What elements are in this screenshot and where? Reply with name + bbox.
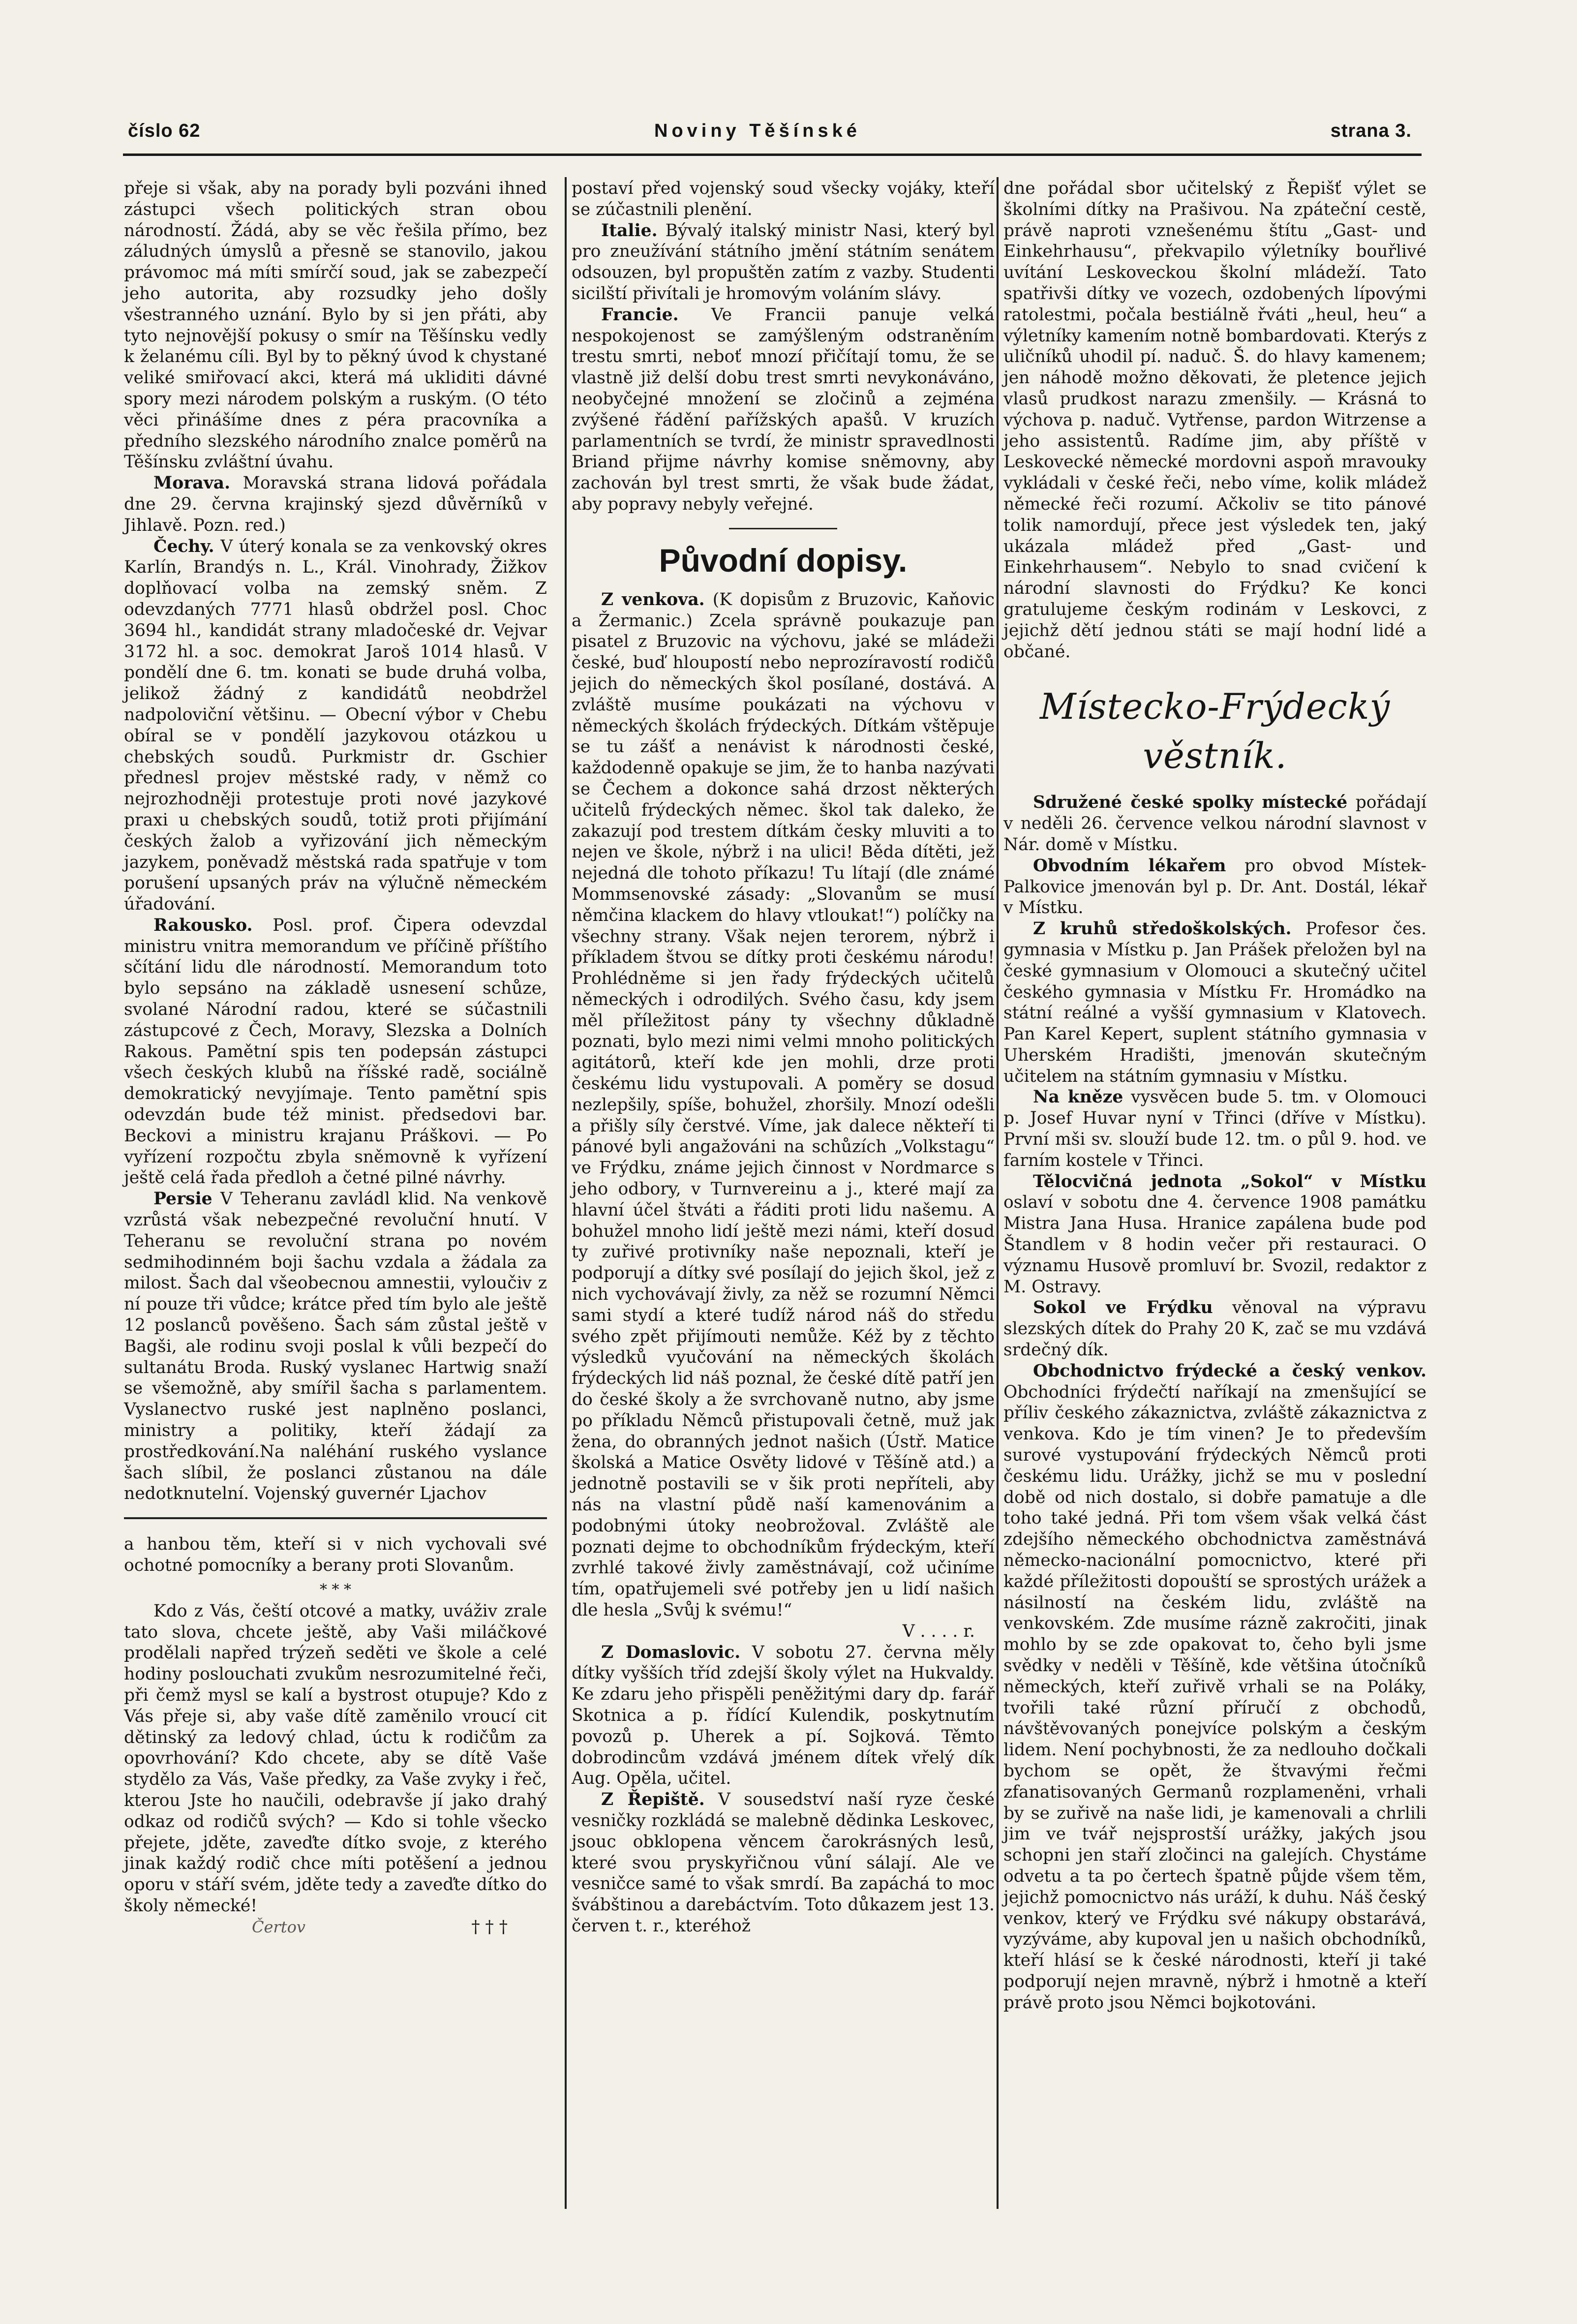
item-lead: Persie xyxy=(153,1189,212,1209)
item-text: V sobotu 27. června měly dítky vyšších tříd zdejší školy výlet na Hukvaldy. Ke zdaru jeho přispěli peněžitými dary dp. farář Skotnica a p. řídící Kulendik, poskytnutím povozů p. Uherek a pí. Sojková. Těmto dobrodincům vzdává jménem dítek vřelý dík Aug. Opěla, učitel. xyxy=(572,1642,995,1789)
letter-repiste xyxy=(572,1789,995,1937)
letter-signature: V . . . . r. xyxy=(902,1621,975,1641)
item-lead: Z Domaslovic. xyxy=(601,1642,741,1662)
item-text: Bývalý italský ministr Nasi, který byl pro zneužívání státního jmění státním senátem odsouzen, byl propuštěn zatím z vazby. Studenti sicilští přivítali je hromovým voláním slávy. xyxy=(572,220,995,304)
item-lead: Čechy. xyxy=(153,536,214,556)
issue-number: číslo 62 xyxy=(128,121,201,141)
crosses: † † † xyxy=(471,1917,508,1937)
handwritten-note: Čertov xyxy=(252,1917,305,1936)
item-lead: Na kněze xyxy=(1033,1087,1123,1107)
item-lead: Rakousko. xyxy=(153,915,253,935)
item-lead: Morava. xyxy=(153,473,231,493)
item-text: Moravská strana lidová pořádala dne 29. června krajinský sjezd důvěrníků v Jihlavě. Pozn. red.) xyxy=(124,473,547,535)
item-text: Profesor čes. gymnasia v Místku p. Jan Prášek přeložen byl na české gymnasium v Olomouci a skutečný učitel českého gymnasia v Místku Fr. Hromádko na státní reálné a vyšší gymnasium v Klatovech. Pan Karel Kepert, suplent státního gymnasia v Uherském Hradišti, jmenován skutečným učitelem na státním gymnasiu v Místku. xyxy=(1003,919,1426,1086)
item-text: Obchodníci frýdečtí naříkají na zmenšující se příliv českého zákaznictva, zvláště zákaznictva z venkova. Kdo je tím vinen? Je to především surové vystupování frýdeckých Němců proti českému lidu. Urážky, jichž se mu v poslední době od nich dostalo, si dobře pamatuje a dle toho také jedná. Při tom všem však velká část zdejšího německého obchodnictva zaměstnává německo-nacionální pomocnictvo, které při každé příležitosti dopouští se sprostých urážek a násilností na českém lidu, zvláště na venkovském. Zde musíme rázně zakročiti, jinak mohlo by se zde opakovat to, čeho byli jsme svědky v neděli v Těšíně, kde většina útočníků německých, kteří zuřivě vrhali se na Poláky, tvořili také různí příručí z obchodů, návštěvovaných ponejvíce polským a českým lidem. Není pochybnosti, že za nedlouho dočkali bychom se opět, že štvavými řečmi zfanatisovaných Germanů rozplameněni, vrhali by se zuřivě na naše lidi, je kamenovali a chrlili jim ve tvář nejsprostší urážky, jakých jsou schopni jen staří zločinci na galejích. Chystáme odvetu a ta po čertech špatně půjde všem těm, jejichž pomocnictvo nás uráží, k duhu. Náš český venkov, který ve Frýdku své nákupy obstarává, vyzýváme, aby kupoval jen u našich obchodníků, kteří hlásí se k české národnosti, kteří ji také podporují nejen mravně, nýbrž i hmotně a kteří právě proto jsou Němci bojkotováni. xyxy=(1003,1382,1426,2013)
item-lead: Z kruhů středoškolských. xyxy=(1033,919,1292,939)
closing-line xyxy=(124,1917,547,1938)
news-item-francie xyxy=(572,305,995,515)
item-text: oslaví v sobotu dne 4. července 1908 památku Mistra Jana Husa. Hranice zapálena bude pod Štandlem v 8 hodin večer při restauraci. O významu Husově promluví br. Svozil, redaktor z M. Ostravy. xyxy=(1003,1193,1426,1297)
news-item-morava xyxy=(124,473,547,536)
item-lead: Tělocvičná jednota „Sokol“ v Místku xyxy=(1033,1171,1426,1192)
article-continuation: a hanbou těm, kteří si v nich vychovali své ochotné pomocníky a berany proti Slovanům. xyxy=(124,1534,547,1575)
item-lead: Obchodnictvo frýdecké a český venkov. xyxy=(1033,1361,1426,1381)
page-header xyxy=(123,121,1412,150)
notice-1 xyxy=(1003,792,1426,855)
newspaper-title: Noviny Těšínské xyxy=(654,121,861,141)
item-text: vysvěcen bude 5. tm. v Olomouci p. Josef Huvar nyní v Třinci (dříve v Místku). První mši sv. slouží bude 12. tm. o půl 9. hod. ve farním kostele v Třinci. xyxy=(1003,1087,1426,1170)
item-text: (K dopisům z Bruzovic, Kaňovic a Žermanic.) Zcela správně poukazuje pan pisatel z Bruzovic na výchovu, jaké se mládeži české, buď hloupostí nebo neprozíravostí rodičů jejich do německých škol posílané, dostává. A zvláště musíme poukázati na výchovu v německých školách frýdeckých. Dítkám vštěpuje se tu zášť a nenávist k národnosti české, každodenně opakuje se jim, že to hanba nazývati se Čechem a dokonce sahá drzost některých učitelů frýdeckých němec. škol tak daleko, že zakazují pod trestem dítkám česky mluviti a to nejen ve škole, nýbrž i na ulici! Běda dítěti, jež nejedná dle tohoto příkazu! Tu lítají (dle známé Mommsenovské zásady: „Slovanům se musí němčina klackem do hlavy vtloukat!“) políčky na všechny strany. Však nejen terorem, nýbrž i příkladem štvou se dítky proti českému národu! Prohlédněme si jen řady frýdeckých učitelů německých i odrodilých. Svého času, kdy jsem měl příležitost pány ty všechny důkladně poznati, bylo mezi nimi velmi mnoho politických agitátorů, kteří kde jen mohli, drze proti českému lidu vystupovali. A poměry se dosud nezlepšily, spíše, bohužel, zhoršily. Mnozí odešli a přišly síly čerstvé. Víme, jak dalece někteří ti pánové byli angažováni na schůzích „Volkstagu“ ve Frýdku, známe jejich činnost v Nordmarce s jeho odbory, v Turnvereinu a j., které mají za hlavní účel štváti a řáditi proti lidu našemu. A bohužel mnoho lidí ještě mezi námi, kteří dosud ty zuřivé protivníky naše nepoznali, kteří je podporují a dítky své posílají do jejich škol, jež z nich vychovávají živly, za něž se rozumní Němci sami stydí a které tudíž národ náš do středu svého zpět přijímouti nemůže. Kéž by z těchto výsledků vyučování na německých školách frýdeckých lid náš poznal, že české dítě patří jen do české školy a že svrchovaně nutno, aby jsme po příkladu Němců přistupovali četně, muž jak žena, do obranných jednot našich (Ústř. Matice školská a Matice Osvěty lidové v Těšíně atd.) a jednotně postavili se v šik proti nepříteli, aby nás na vlastní půdě naší kamenovánim a podobnými útoky neobrožoval. Zvláště ale poznati dejme to obchodníkům frýdeckým, kteří zvrhlé takové živly zaměstnávají, což učiníme tím, opatřujemeli své potřeby jen u lidí našich dle hesla „Svůj k svému!“ xyxy=(572,589,995,1620)
section-divider xyxy=(124,1517,547,1522)
column-divider-1 xyxy=(565,177,567,2209)
letter-venkova xyxy=(572,589,995,1621)
item-lead: Francie. xyxy=(601,305,679,325)
item-text: V sousedství naší ryze české vesničky rozkládá se malebně dědinka Leskovec, jsouc obklopena věncem čarokrásných lesů, které svou pryskyřičnou vůní sálají. Ale ve vesničce samé to však smrdí. Ba zapáchá to moc švábštinou a darebáctvím. Toto důkazem jest 13. červen t. r., kteréhož xyxy=(572,1790,995,1936)
short-divider xyxy=(729,528,837,529)
section-title-script: Místecko-Frýdecký věstník. xyxy=(1039,686,1391,777)
news-item-italie xyxy=(572,220,995,305)
column-2 xyxy=(572,178,995,1937)
item-lead: Z venkova. xyxy=(601,589,705,610)
notice-5 xyxy=(1003,1171,1426,1298)
letter-domaslovic xyxy=(572,1642,995,1790)
item-lead: Sokol ve Frýdku xyxy=(1033,1298,1213,1318)
item-text: věnoval na výpravu slezských dítek do Prahy 20 K, zač se mu vzdává srdečný dík. xyxy=(1003,1298,1426,1360)
item-text: pro obvod Místek-Palkovice jmenován byl p. Dr. Ant. Dostál, lékař v Místku. xyxy=(1003,856,1426,918)
item-lead: Italie. xyxy=(601,220,658,241)
article-text: postaví před vojenský soud všecky vojáky, kteří se zúčastnili plenění. xyxy=(572,179,995,219)
column-3 xyxy=(1003,178,1426,2014)
news-item-rakousko xyxy=(124,915,547,1189)
notice-4 xyxy=(1003,1087,1426,1171)
article-text-final: Kdo z Vás, čeští otcové a matky, uváživ zrale tato slova, chcete ještě, aby Vaši miláčkové prodělali napřed trýzeň seděti ve škole a celé hodiny poslouchati zvukům nesrozumitelné řeči, při čemž mysl se kalí a bystrost otupuje? Kdo z Vás přeje si, aby vaše dítě zaměnilo vroucí cit dětinský za ledový chlad, úctu k rodičům za opovrhování? Kdo chcete, aby se dítě Vaše stydělo za Vás, Vaše předky, za Vaše zvyky i řeč, kterou Jste ho naučili, odebravše jí jako drahý odkaz od rodičů svých? — Kdo si tohle všecko přejete, jděte, zaveďte dítko svoje, z kterého jinak každý rodič chce míti potěšení a jednou oporu v stáří svém, jděte tedy a zaveďte dítko do školy německé! xyxy=(124,1601,547,1916)
article-text: dne pořádal sbor učitelský z Řepišť výlet se školními dítky na Prašivou. Na zpáteční cestě, právě naproti vznešenému štítu „Gast- und Einkehrhausu“, překvapilo výletníky bouřlivé uvítání Leskoveckou školní mládeží. Tato spatřivši dítky ve vozech, ozdobených lípovými ratolestmi, počala bestiálně řváti „heul, heu“ a výletníky kamením notně bombardovati. Kterýs z uličníků uhodil pí. naduč. Š. do hlavy kamenem; jen náhodě možno děkovati, že pletence jejich vlasů prudkost narazu zmenšily. — Krásná to výchova p. naduč. Vytřense, pardon Witrzense a jeho assistentů. Radíme jim, aby příště v Leskovecké německé mordovni aspoň mravouky vykládali v české řeči, nebo víme, kolik mládež německé řeči rozumí. Ačkoliv se tito pánové tolik namordují, přece jest výsledek ten, jaký ukázala mládež před „Gast- und Einkehrhausem“. Nebylo to snad cvičení k národní slavnosti do Frýdku? Ke konci gratulujeme českým rodinám v Leskovci, z jejichž dětí jednou státi se mají hodní lidé a občané. xyxy=(1003,179,1426,662)
column-divider-2 xyxy=(997,177,999,2209)
item-text: Posl. prof. Čipera odevzdal ministru vnitra memorandum ve příčině příštího sčítání lidu dle národností. Memorandum toto bylo sepsáno na základě usnesení schůze, svolané Národní radou, které se súčastnili zástupcové z Čech, Moravy, Slezska a Dolních Rakous. Pamětní spis ten podepsán zástupci všech českých klubů na říšské radě, sociálně demokratický nevyjímaje. Tento pamětní spis odevzdán bude též minist. předsedovi bar. Beckovi a ministru krajanu Práškovi. — Po vyřízení rozpočtu zbyla sněmovně k vyřízení ještě celá řada předloh a četné pilné návrhy. xyxy=(124,915,547,1188)
item-lead: Obvodním lékařem xyxy=(1033,856,1226,876)
item-text: V úterý konala se za venkovský okres Karlín, Brandýs n. L., Král. Vinohrady, Žižkov doplňovací volba na zemský sněm. Z odevzdaných 7771 hlasů obdržel posl. Choc 3694 hl., kandidát strany mladočeské dr. Vejvar 3172 hl. a soc. demokrat Jaroš 1014 hlasů. V pondělí dne 6. tm. konati se bude druhá volba, jelikož žádný z kandidátů neobdržel nadpoloviční většinu. — Obecní výbor v Chebu obíral se v pondělí jazykovou otázkou u chebských soudů. Purkmistr dr. Gschier přednesl projev městské rady, v němž co nejrozhodněji protestuje proti nové jazykové praxi u chebských soudů, totiž proti přijímání českých žalob a vyřizování jich německým jazykem, poněvadž městská rada spatřuje v tom porušení upsaných práv na výlučně německém úřadování. xyxy=(124,536,547,915)
item-lead: Z Řepiště. xyxy=(601,1790,705,1810)
notice-3 xyxy=(1003,918,1426,1087)
header-rule xyxy=(123,153,1422,156)
news-item-cechy xyxy=(124,536,547,915)
column-1 xyxy=(124,178,547,1938)
notice-2 xyxy=(1003,856,1426,918)
news-item-persie xyxy=(124,1189,547,1504)
item-text: V Teheranu zavládl klid. Na venkově vzrůstá však nebezpečné revoluční hnutí. V Teheranu se revoluční strana po novém sedmihodinném boji šachu vzdala a žádala za milost. Šach dal všeobecnou amnestii, vyloučiv z ní pouze tři vůdce; krátce před tím bylo ale ještě 12 poslanců pověšeno. Šach sám zůstal ještě v Bagši, ale rodinu svoji poslal k vůli bezpečí do sultanátu Broda. Ruský vyslanec Hartwig snaží se všemožně, aby smířil šacha s parlamentem. Vyslanectvo ruské jest naplněno poslanci, ministry a politiky, kteří žádají za prostředkování.Na naléhání ruského vyslance šach slíbil, že poslanci zůstanou na dále nedotknutelní. Vojenský guvernér Ljachov xyxy=(124,1189,547,1504)
item-text: pořádají v neděli 26. července velkou národní slavnost v Nár. domě v Místku. xyxy=(1003,793,1426,855)
page-number: strana 3. xyxy=(1330,121,1412,141)
section-title: Původní dopisy. xyxy=(659,542,908,579)
item-text: Ve Francii panuje velká nespokojenost se zamýšleným odstraněním trestu smrti, neboť mnozí přičítají tomu, že se vlastně již delší dobu trest smrti nevykonáváno, neobyčejné množení se zločinů a zejména zvýšené řádění pařížských apašů. V kruzích parlamentních se tvrdí, že ministr spravedlnosti Briand přijme návrhy komise sněmovny, aby zachován byl trest smrti, že však bude žádat, aby popravy nebyly veřejné. xyxy=(572,305,995,514)
notice-6 xyxy=(1003,1297,1426,1360)
article-text: přeje si však, aby na porady byli pozváni ihned zástupci všech politických stran obou národností. Žádá, aby se věc řešila přímo, bez záludných úmyslů a přesně se stanovilo, jakou právomoc má míti smírčí soud, jak se zabezpečí jeho autorita, aby rozsudky jeho došly všestranného uznání. Bylo by si jen přáti, aby tyto nejnovější pokusy o smír na Těšínsku vedly k želanému cíli. Byl by to pěkný úvod k chystané veliké smiřovací akci, která má ukliditi dávné spory mezi národem polským a ruským. (O této věci přinášíme dnes z péra pracovníka a předního slezského národního znalce poměrů na Těšínsku zvláštní úvahu. xyxy=(124,179,547,472)
item-lead: Sdružené české spolky místecké xyxy=(1033,793,1348,813)
asterism: * * * xyxy=(319,1581,352,1598)
notice-7 xyxy=(1003,1361,1426,2014)
